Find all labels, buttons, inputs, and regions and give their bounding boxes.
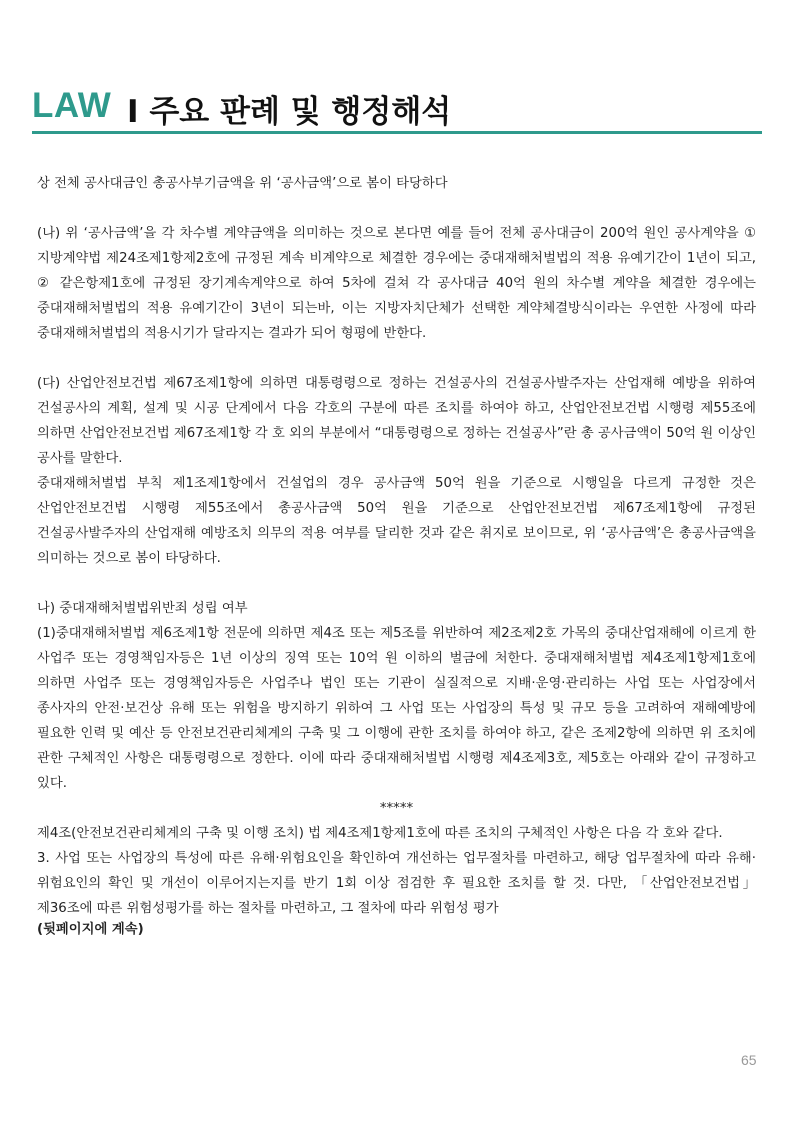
- continuation-note: (뒷페이지에 계속): [37, 922, 144, 937]
- paragraph-gap: [37, 571, 756, 596]
- article-4-item-3: 3. 사업 또는 사업장의 특성에 따른 유해·위험요인을 확인하여 개선하는 업무절차를 마련하고, 해당 업무절차에 따라 유해·위험요인의 확인 및 개선이 이루어지는지를 반기 1회 이상 점검한 후 필요한 조치를 할 것. 다만, 「산업안전보건법」 제36조에 따른 위험성평가를 하는 절차를 마련하고, 그 절차에 따라 위험성 평가: [37, 851, 756, 916]
- paragraph-gap: [37, 346, 756, 371]
- paragraph-na: (나) 위 ‘공사금액’을 각 차수별 계약금액을 의미하는 것으로 본다면 예를 들어 전체 공사대금이 200억 원인 공사계약을 ① 지방계약법 제24조제1항제2호에 규정된 계속 비계약으로 체결한 경우에는 중대재해처벌법의 적용 유예기간이 1년이 되고, ② 같은항제1호에 규정된 장기계속계약으로 하여 5차에 걸쳐 각 공사대금 40억 원의 차수별 계약을 체결한 경우에는 중대재해처벌법의 적용 유예기간이 3년이 되는바, 이는 지방자치단체가 선택한 계약체결방식이라는 우연한 사정에 따라 중대재해처벌법의 적용시기가 달라지는 결과가 되어 형평에 반한다.: [37, 226, 756, 341]
- page-number: 65: [741, 1052, 757, 1068]
- paragraph-intro: 상 전체 공사대금인 총공사부기금액을 위 ‘공사금액’으로 봄이 타당하다: [37, 176, 448, 191]
- separator-stars: *****: [379, 801, 414, 816]
- header-divider: [32, 131, 762, 134]
- paragraph-da: (다) 산업안전보건법 제67조제1항에 의하면 대통령령으로 정하는 건설공사의 건설공사발주자는 산업재해 예방을 위하여 건설공사의 계획, 설계 및 시공 단계에서 다음 각호의 구분에 따른 조치를 하여야 하고, 산업안전보건법 시행령 제55조에 의하면 산업안전보건법 제67조제1항 각 호 외의 부분에서 “대통령령으로 정하는 건설공사”란 총 공사금액이 50억 원 이상인 공사를 말한다.: [37, 376, 756, 466]
- page-header: [32, 84, 762, 134]
- article-4-heading: 제4조(안전보건관리체계의 구축 및 이행 조치) 법 제4조제1항제1호에 따른 조치의 구체적인 사항은 다음 각 호와 같다.: [37, 826, 723, 841]
- document-body: [37, 171, 756, 939]
- page-title: I 주요 판례 및 행정해석: [127, 94, 452, 130]
- paragraph-gap: [37, 196, 756, 221]
- paragraph-da-continued: 중대재해처벌법 부칙 제1조제1항에서 건설업의 경우 공사금액 50억 원을 기준으로 시행일을 다르게 규정한 것은 산업안전보건법 시행령 제55조에서 총공사금액 50억 원을 기준으로 산업안전보건법 제67조제1항에 규정된 건설공사발주자의 산업재해 예방조치 의무의 적용 여부를 달리한 것과 같은 취지로 보이므로, 위 ‘공사금액’은 총공사금액을 의미하는 것으로 봄이 타당하다.: [37, 476, 756, 566]
- section-heading: 나) 중대재해처벌법위반죄 성립 여부: [37, 601, 248, 616]
- section-tag: LAW: [32, 86, 112, 125]
- paragraph-1: (1)중대재해처벌법 제6조제1항 전문에 의하면 제4조 또는 제5조를 위반하여 제2조제2호 가목의 중대산업재해에 이르게 한 사업주 또는 경영책임자등은 1년 이상의 징역 또는 10억 원 이하의 벌금에 처한다. 중대재해처벌법 제4조제1항제1호에 의하면 사업주 또는 경영책임자등은 사업주나 법인 또는 기관이 실질적으로 지배·운영·관리하는 사업 또는 사업장에서 종사자의 안전·보건상 유해 또는 위험을 방지하기 위하여 그 사업 또는 사업장의 특성 및 규모 등을 고려하여 재해예방에 필요한 인력 및 예산 등 안전보건관리체계의 구축 및 그 이행에 관한 조치를 하여야 하고, 같은 조제2항에 의하면 위 조치에 관한 구체적인 사항은 대통령령으로 정한다. 이에 따라 중대재해처벌법 시행령 제4조제3호, 제5호는 아래와 같이 규정하고 있다.: [37, 626, 756, 791]
